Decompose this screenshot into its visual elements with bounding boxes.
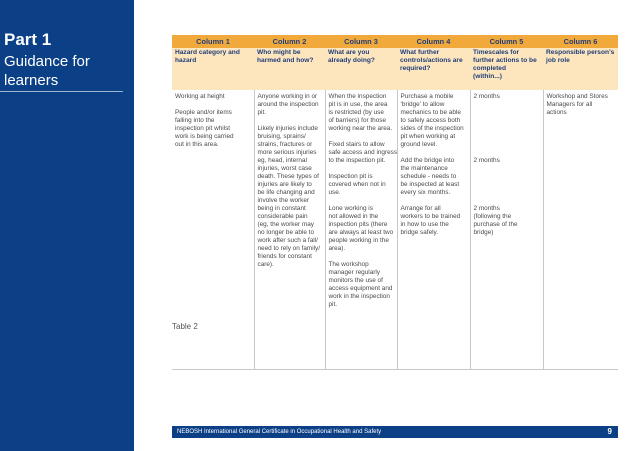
- cell-text-line: workers to be trained: [400, 213, 461, 220]
- cell-text-line: controls/actions are: [400, 57, 463, 64]
- cell-text-line: to safely access both: [400, 117, 461, 124]
- cell-text-line: working near the area.: [328, 125, 393, 132]
- cell-text-line: When the inspection: [328, 93, 387, 100]
- cell-text-line: Managers for all: [546, 101, 593, 108]
- cell-text-line: People and/or items: [175, 109, 232, 116]
- cell-text-line: bridge safely.: [400, 229, 439, 236]
- cell-text-line: [474, 141, 540, 149]
- cell-text-line: involve the worker: [257, 197, 310, 204]
- column-header: [397, 48, 470, 90]
- page-number: 9: [607, 427, 612, 436]
- cell-text-line: completed: [473, 65, 506, 72]
- column-header: [325, 48, 397, 90]
- cell-text-line: [258, 117, 322, 125]
- cell-text-line: need to rely on family/: [257, 245, 321, 252]
- cell-text-line: area).: [328, 245, 346, 252]
- table-cell: [325, 90, 397, 370]
- cell-text-line: [329, 253, 394, 261]
- cell-text-line: [329, 197, 394, 205]
- cell-text-line: Timescales for: [473, 49, 520, 56]
- cell-text-line: more serious injuries: [257, 149, 317, 156]
- cell-text-line: sides of the inspection: [400, 125, 464, 132]
- cell-text-line: Purchase a mobile: [400, 93, 454, 100]
- cell-text-line: Arrange for all: [400, 205, 441, 212]
- column-header: [172, 48, 254, 90]
- cell-text-line: Responsible person’s: [546, 49, 615, 56]
- cell-text-line: falling into the: [175, 117, 215, 124]
- cell-text-line: [474, 117, 540, 125]
- cell-text-line: [474, 109, 540, 117]
- cell-text-line: bridge): [473, 229, 494, 236]
- column-label: Column 2: [254, 35, 325, 48]
- cell-text-line: (within...): [473, 73, 502, 80]
- part-title: Part 1: [4, 30, 52, 49]
- column-label-row: [172, 35, 618, 48]
- cell-text-line: [329, 133, 394, 141]
- cell-text-line: What further: [400, 49, 440, 56]
- cell-text-line: out in this area.: [175, 141, 219, 148]
- cell-text-line: being in constant: [257, 205, 306, 212]
- cell-text-line: [175, 101, 251, 109]
- cell-text-line: Anyone working in or: [257, 93, 318, 100]
- cell-text-line: [401, 197, 467, 205]
- cell-text-line: [329, 165, 394, 173]
- cell-text-line: pit is in use, the area: [328, 101, 388, 108]
- cell-text-line: Lone working is: [328, 205, 373, 212]
- cell-text-line: strains, fractures or: [257, 141, 313, 148]
- cell-text-line: Who might be: [257, 49, 301, 56]
- cell-text-line: the maintenance: [400, 165, 448, 172]
- cell-text-line: be life changing and: [257, 189, 315, 196]
- cell-text-line: further actions to be: [473, 57, 537, 64]
- cell-text-line: [474, 133, 540, 141]
- cell-text-line: required?: [400, 65, 431, 72]
- footer-text: NEBOSH International General Certificate in Occupational Health and Safety: [177, 429, 382, 435]
- table-caption: Table 2: [172, 322, 198, 331]
- cell-text-line: [474, 165, 540, 173]
- cell-text-line: 2 months: [473, 157, 500, 164]
- column-label: Column 1: [172, 35, 254, 48]
- cell-text-line: already doing?: [328, 57, 375, 64]
- cell-text-line: manager regularly: [328, 269, 381, 276]
- column-label: Column 6: [543, 35, 618, 48]
- cell-text-line: care).: [257, 261, 274, 268]
- cell-text-line: bruising, sprains/: [257, 133, 306, 140]
- cell-text-line: (eg, the worker may: [257, 221, 314, 228]
- cell-text-line: pit.: [257, 109, 267, 116]
- cell-text-line: pit when working at: [400, 133, 456, 140]
- footer-bar: [172, 426, 618, 438]
- cell-text-line: job role: [546, 57, 570, 64]
- cell-text-line: not allowed in the: [328, 213, 379, 220]
- cell-text-line: use.: [328, 189, 341, 196]
- cell-text-line: of barriers) for those: [328, 117, 387, 124]
- cell-text-line: pit.: [328, 301, 338, 308]
- table-cell: [543, 90, 618, 370]
- cell-text-line: Add the bridge into: [400, 157, 455, 164]
- cell-text-line: [474, 189, 540, 197]
- cell-text-line: in how to use the: [400, 221, 449, 228]
- cell-text-line: considerable pain: [257, 213, 308, 220]
- cell-text-line: death. These types of: [257, 173, 319, 180]
- cell-text-line: hazard: [175, 57, 197, 64]
- cell-text-line: no longer be able to: [257, 229, 314, 236]
- header-row: [172, 48, 618, 90]
- part-subtitle: Guidance for learners: [4, 53, 90, 89]
- cell-text-line: Inspection pit is: [328, 173, 373, 180]
- table-row: [172, 90, 618, 370]
- cell-text-line: work is being carried: [175, 133, 234, 140]
- cell-text-line: ‘bridge’ to allow: [400, 101, 445, 108]
- cell-text-line: purchase of the: [473, 221, 518, 228]
- cell-text-line: [474, 181, 540, 189]
- cell-text-line: to the inspection pit.: [328, 157, 386, 164]
- risk-assessment-table: [172, 35, 618, 370]
- column-label: Column 5: [470, 35, 543, 48]
- cell-text-line: be inspected at least: [400, 181, 460, 188]
- cell-text-line: people working in the: [328, 237, 389, 244]
- cell-text-line: access equipment and: [328, 285, 393, 292]
- cell-text-line: are always at least two: [328, 229, 394, 236]
- cell-text-line: safe access and ingress: [328, 149, 398, 156]
- cell-text-line: (following the: [473, 213, 512, 220]
- cell-text-line: every six months.: [400, 189, 451, 196]
- cell-text-line: [474, 101, 540, 109]
- cell-text-line: [474, 197, 540, 205]
- cell-text-line: The workshop: [328, 261, 369, 268]
- cell-text-line: harmed and how?: [257, 57, 314, 64]
- cell-text-line: 2 months: [473, 205, 500, 212]
- cell-text-line: inspection pits (there: [328, 221, 388, 228]
- cell-text-line: friends for constant: [257, 253, 312, 260]
- cell-text-line: Workshop and Stores: [546, 93, 608, 100]
- column-label: Column 3: [325, 35, 397, 48]
- cell-text-line: work in the inspection: [328, 293, 390, 300]
- column-header: [543, 48, 618, 90]
- cell-text-line: inspection pit whilst: [175, 125, 231, 132]
- column-header: [470, 48, 543, 90]
- cell-text-line: injuries, worst case: [257, 165, 312, 172]
- cell-text-line: is restricted (by use: [328, 109, 384, 116]
- cell-text-line: [474, 125, 540, 133]
- sidebar-divider: [0, 91, 123, 92]
- cell-text-line: injuries are likely to: [257, 181, 312, 188]
- cell-text-line: around the inspection: [257, 101, 319, 108]
- cell-text-line: mechanics to be able: [400, 109, 461, 116]
- cell-text-line: actions: [546, 109, 567, 116]
- column-label: Column 4: [397, 35, 470, 48]
- cell-text-line: monitors the use of: [328, 277, 383, 284]
- cell-text-line: 2 months: [473, 93, 500, 100]
- cell-text-line: ground level.: [400, 141, 438, 148]
- cell-text-line: [401, 149, 467, 157]
- cell-text-line: Fixed stairs to allow: [328, 141, 385, 148]
- table-cell: [397, 90, 470, 370]
- sidebar-panel: [0, 0, 134, 451]
- cell-text-line: [474, 149, 540, 157]
- table-cell: [470, 90, 543, 370]
- cell-text-line: [474, 173, 540, 181]
- cell-text-line: What are you: [328, 49, 370, 56]
- cell-text-line: schedule - needs to: [400, 173, 457, 180]
- cell-text-line: Working at height: [175, 93, 225, 100]
- cell-text-line: Likely injuries include: [257, 125, 318, 132]
- cell-text-line: covered when not in: [328, 181, 386, 188]
- column-header: [254, 48, 325, 90]
- table-cell: [254, 90, 325, 370]
- cell-text-line: eg, head, internal: [257, 157, 307, 164]
- cell-text-line: work after such a fall/: [257, 237, 318, 244]
- cell-text-line: Hazard category and: [175, 49, 240, 56]
